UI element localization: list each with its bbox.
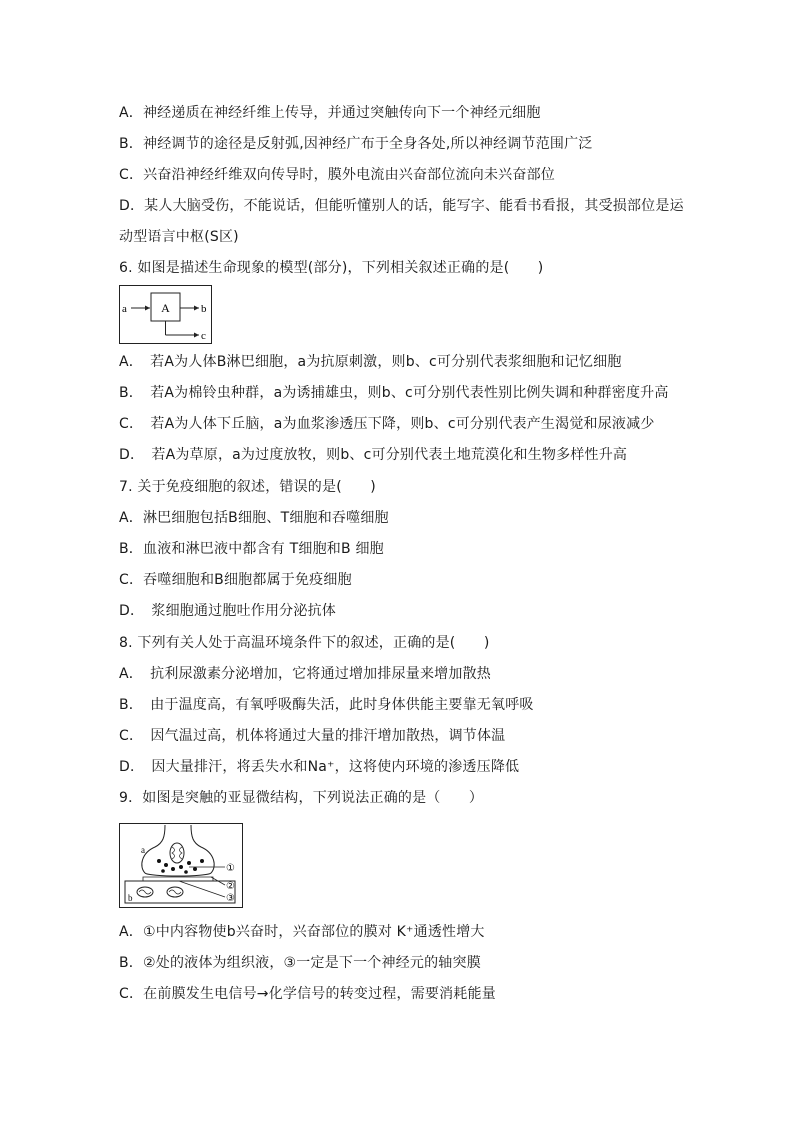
q6-option-b: B． 若A为棉铃虫种群，a为诱捕雄虫，则b、c可分别代表性别比例失调和种群密度升高 [119, 385, 669, 401]
q8-stem: 8. 下列有关人处于高温环境条件下的叙述，正确的是( ) [119, 635, 490, 651]
q9-option-c: C．在前膜发生电信号→化学信号的转变过程，需要消耗能量 [119, 986, 496, 1002]
q7-stem: 7. 关于免疫细胞的叙述，错误的是( ) [119, 479, 376, 495]
q6-input-label: a [122, 303, 127, 315]
q6-out1-label: b [201, 303, 207, 315]
q6-box-label: A [161, 301, 170, 315]
q5-option-a: A．神经递质在神经纤维上传导，并通过突触传向下一个神经元细胞 [119, 105, 541, 121]
q9-option-a: A．①中内容物使b兴奋时，兴奋部位的膜对 K⁺通透性增大 [119, 924, 485, 940]
q9-mark-3: ③ [226, 893, 235, 904]
q7-option-b: B．血液和淋巴液中都含有 T细胞和B 细胞 [119, 541, 384, 557]
q9-mark-2: ② [226, 881, 235, 892]
q8-option-b: B． 由于温度高，有氧呼吸酶失活，此时身体供能主要靠无氧呼吸 [119, 697, 534, 713]
q7-option-a: A．淋巴细胞包括B细胞、T细胞和吞噬细胞 [119, 510, 389, 526]
q6-out2-label: c [201, 330, 206, 342]
q9-mark-1: ① [226, 863, 235, 874]
q7-option-c: C．吞噬细胞和B细胞都属于免疫细胞 [119, 572, 352, 588]
q6-option-c: C． 若A为人体下丘脑，a为血浆渗透压下降，则b、c可分别代表产生渴觉和尿液减少 [119, 416, 655, 432]
q5-option-d-cont: 动型语言中枢(S区) [119, 229, 239, 245]
q5-option-c: C．兴奋沿神经纤维双向传导时，膜外电流由兴奋部位流向未兴奋部位 [119, 167, 555, 183]
q5-option-b: B．神经调节的途径是反射弧,因神经广布于全身各处,所以神经调节范围广泛 [119, 136, 593, 152]
q5-option-d: D．某人大脑受伤，不能说话，但能听懂别人的话，能写字、能看书看报，其受损部位是运 [119, 198, 684, 214]
q6-option-d: D． 若A为草原，a为过度放牧，则b、c可分别代表土地荒漠化和生物多样性升高 [119, 447, 628, 463]
q9-stem: 9．如图是突触的亚显微结构，下列说法正确的是（ ） [119, 790, 484, 806]
q9-label-b: b [128, 893, 133, 903]
q8-option-c: C． 因气温过高，机体将通过大量的排汗增加散热，调节体温 [119, 728, 506, 744]
q6-model-diagram [119, 285, 212, 344]
q9-label-a: a [141, 845, 145, 855]
q6-stem: 6. 如图是描述生命现象的模型(部分)，下列相关叙述正确的是( ) [119, 260, 544, 276]
q8-option-a: A． 抗利尿激素分泌增加，它将通过增加排尿量来增加散热 [119, 666, 491, 682]
q8-option-d: D． 因大量排汗，将丢失水和Na⁺，这将使内环境的渗透压降低 [119, 759, 520, 775]
q7-option-d: D． 浆细胞通过胞吐作用分泌抗体 [119, 603, 336, 619]
q9-option-b: B．②处的液体为组织液，③一定是下一个神经元的轴突膜 [119, 955, 481, 971]
q6-option-a: A． 若A为人体B淋巴细胞，a为抗原刺激，则b、c可分别代表浆细胞和记忆细胞 [119, 354, 622, 370]
q9-synapse-diagram [119, 823, 243, 908]
